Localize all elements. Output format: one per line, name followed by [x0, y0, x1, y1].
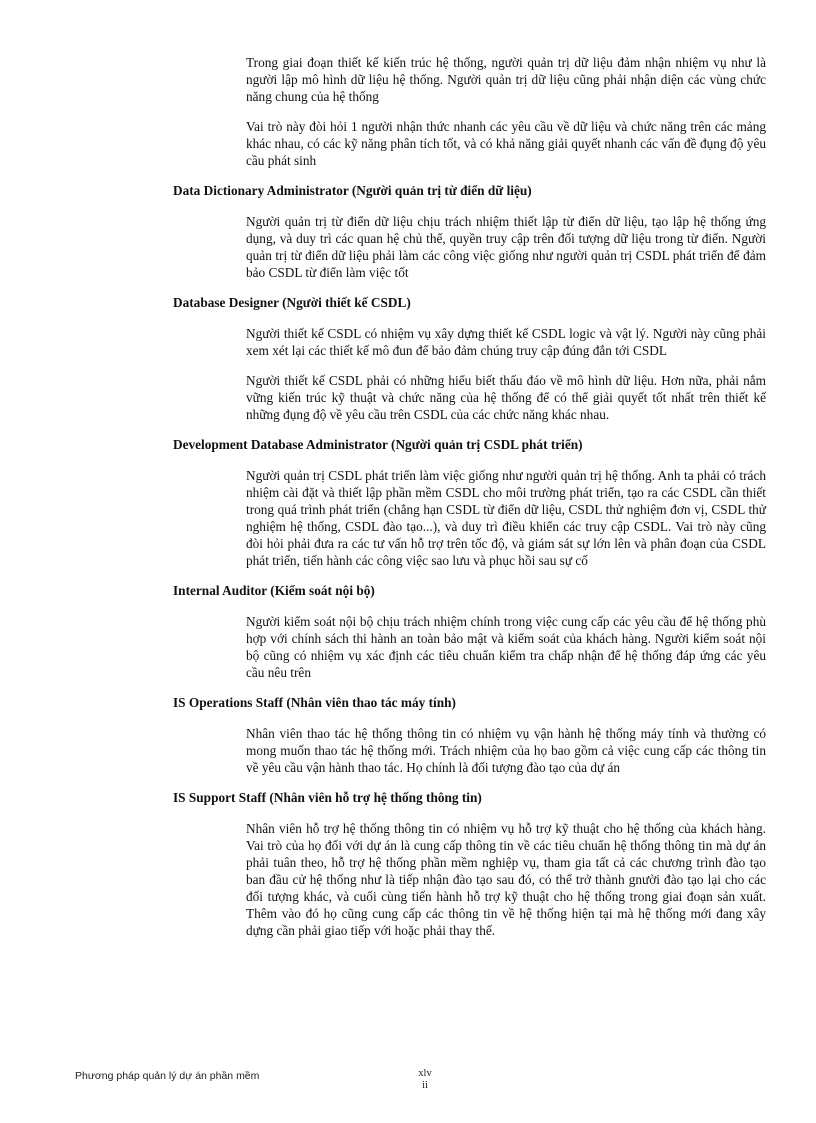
- section-paragraph: Người quản trị từ điển dữ liệu chịu trách nhiệm thiết lập từ điển dữ liệu, tạo lập hệ thống ứng dụng, và duy trì các quan hệ chủ thể, quyền truy cập trên đối tượng dữ liệu trong từ điển. Người quản trị từ điển dữ liệu phải làm các công việc giống như người quản trị CSDL phát triển để đảm bảo CSDL từ điển làm việc tốt: [246, 214, 766, 280]
- section-paragraph: Nhân viên hỗ trợ hệ thống thông tin có nhiệm vụ hỗ trợ kỹ thuật cho hệ thống của khách hàng. Vai trò của họ đối với dự án là cung cấp thông tin về các tiêu chuẩn hệ thống thông tin mà dự án phải tuân theo, hỗ trợ hệ thống phần mềm nghiệp vụ, tham gia tất cả các chương trình đào tạo ban đầu cử hệ thống như là tiếp nhận đào tạo sau đó, có thể trở thành gnười đào tạo lại cho các đối tượng khác, và cuối cùng tiến hành hỗ trợ kỹ thuật cho hệ thống trong giai đoạn sản xuất. Thêm vào đó họ cũng cung cấp các thông tin về hệ thống hiện tại mà hệ thống mới đang xây dựng cần phải giao tiếp với hoặc phải thay thế.: [246, 821, 766, 938]
- section-heading-is-support-staff: IS Support Staff (Nhân viên hỗ trợ hệ thống thông tin): [173, 790, 482, 805]
- page-number-line-1: xlv: [418, 1068, 432, 1079]
- section-heading-development-database-administrator: Development Database Administrator (Người quản trị CSDL phát triển): [173, 437, 583, 452]
- page-body: [0, 54, 816, 952]
- section-paragraph: Người kiểm soát nội bộ chịu trách nhiệm chính trong việc cung cấp các yêu cầu để hệ thống phù hợp với chính sách thi hành an toàn bảo mật và kiểm soát của khách hàng. Người kiểm soát nội bộ cũng có nhiệm vụ xác định các tiêu chuẩn kiểm tra chấp nhận để hệ thống đáp ứng các yêu cầu nêu trên: [246, 614, 766, 680]
- section-heading-database-designer: Database Designer (Người thiết kế CSDL): [173, 295, 411, 310]
- section-paragraph: Người thiết kế CSDL phải có những hiểu biết thấu đáo về mô hình dữ liệu. Hơn nữa, phải nắm vững kiến trúc kỹ thuật và chức năng của hệ thống để có thể giải quyết tốt nhất trên thiết kế những đụng độ về yêu cầu trên CSDL của các chức năng khác nhau.: [246, 373, 766, 422]
- section-heading-internal-auditor: Internal Auditor (Kiểm soát nội bộ): [173, 583, 375, 598]
- footer-page-number: [410, 1068, 440, 1092]
- section-paragraph: Nhân viên thao tác hệ thống thông tin có nhiệm vụ vận hành hệ thống máy tính và thường có mong muốn thao tác hệ thống mới. Trách nhiệm của họ bao gồm cả việc cung cấp các thông tin về yêu cầu vận hành thao tác. Họ chính là đối tượng đào tạo của dự án: [246, 726, 766, 775]
- intro-paragraph-2: Vai trò này đòi hỏi 1 người nhận thức nhanh các yêu cầu về dữ liệu và chức năng trên các mảng khác nhau, có các kỹ năng phân tích tốt, và có khả năng giải quyết nhanh các vấn đề đụng độ yêu cầu phát sinh: [246, 119, 766, 168]
- page-number-line-2: ii: [422, 1080, 428, 1091]
- intro-paragraph-1: Trong giai đoạn thiết kế kiến trúc hệ thống, người quản trị dữ liệu đảm nhận nhiệm vụ như là người lập mô hình dữ liệu hệ thống. Người quản trị dữ liệu cũng phải nhận diện các vùng chức năng chung của hệ thống: [246, 55, 766, 104]
- section-paragraph: Người quản trị CSDL phát triển làm việc giống như người quản trị hệ thống. Anh ta phải có trách nhiệm cài đặt và thiết lập phần mềm CSDL cho môi trường phát triển, tạo ra các CSDL cần thiết trong quá trình phát triển (chẳng hạn CSDL từ điển dữ liệu, CSDL thử nghiệm đơn vị, CSDL thử nghiệm hệ thống, CSDL đào tạo...), và duy trì điều khiển các truy cập CSDL. Vai trò này cũng đòi hỏi phải đưa ra các tư vấn hỗ trợ trên tốc độ, và giám sát sự lớn lên và phân đoạn của CSDL phát triển, tiến hành các công việc sao lưu và phục hồi sau sự cố: [246, 468, 766, 568]
- section-heading-data-dictionary-administrator: Data Dictionary Administrator (Người quản trị từ điển dữ liệu): [173, 183, 532, 198]
- section-paragraph: Người thiết kế CSDL có nhiệm vụ xây dựng thiết kế CSDL logic và vật lý. Người này cũng phải xem xét lại các thiết kế mô đun để bảo đảm chúng truy cập đúng đắn tới CSDL: [246, 326, 766, 358]
- section-heading-is-operations-staff: IS Operations Staff (Nhân viên thao tác máy tính): [173, 695, 456, 710]
- footer-document-title: Phương pháp quản lý dự án phần mềm: [75, 1070, 260, 1082]
